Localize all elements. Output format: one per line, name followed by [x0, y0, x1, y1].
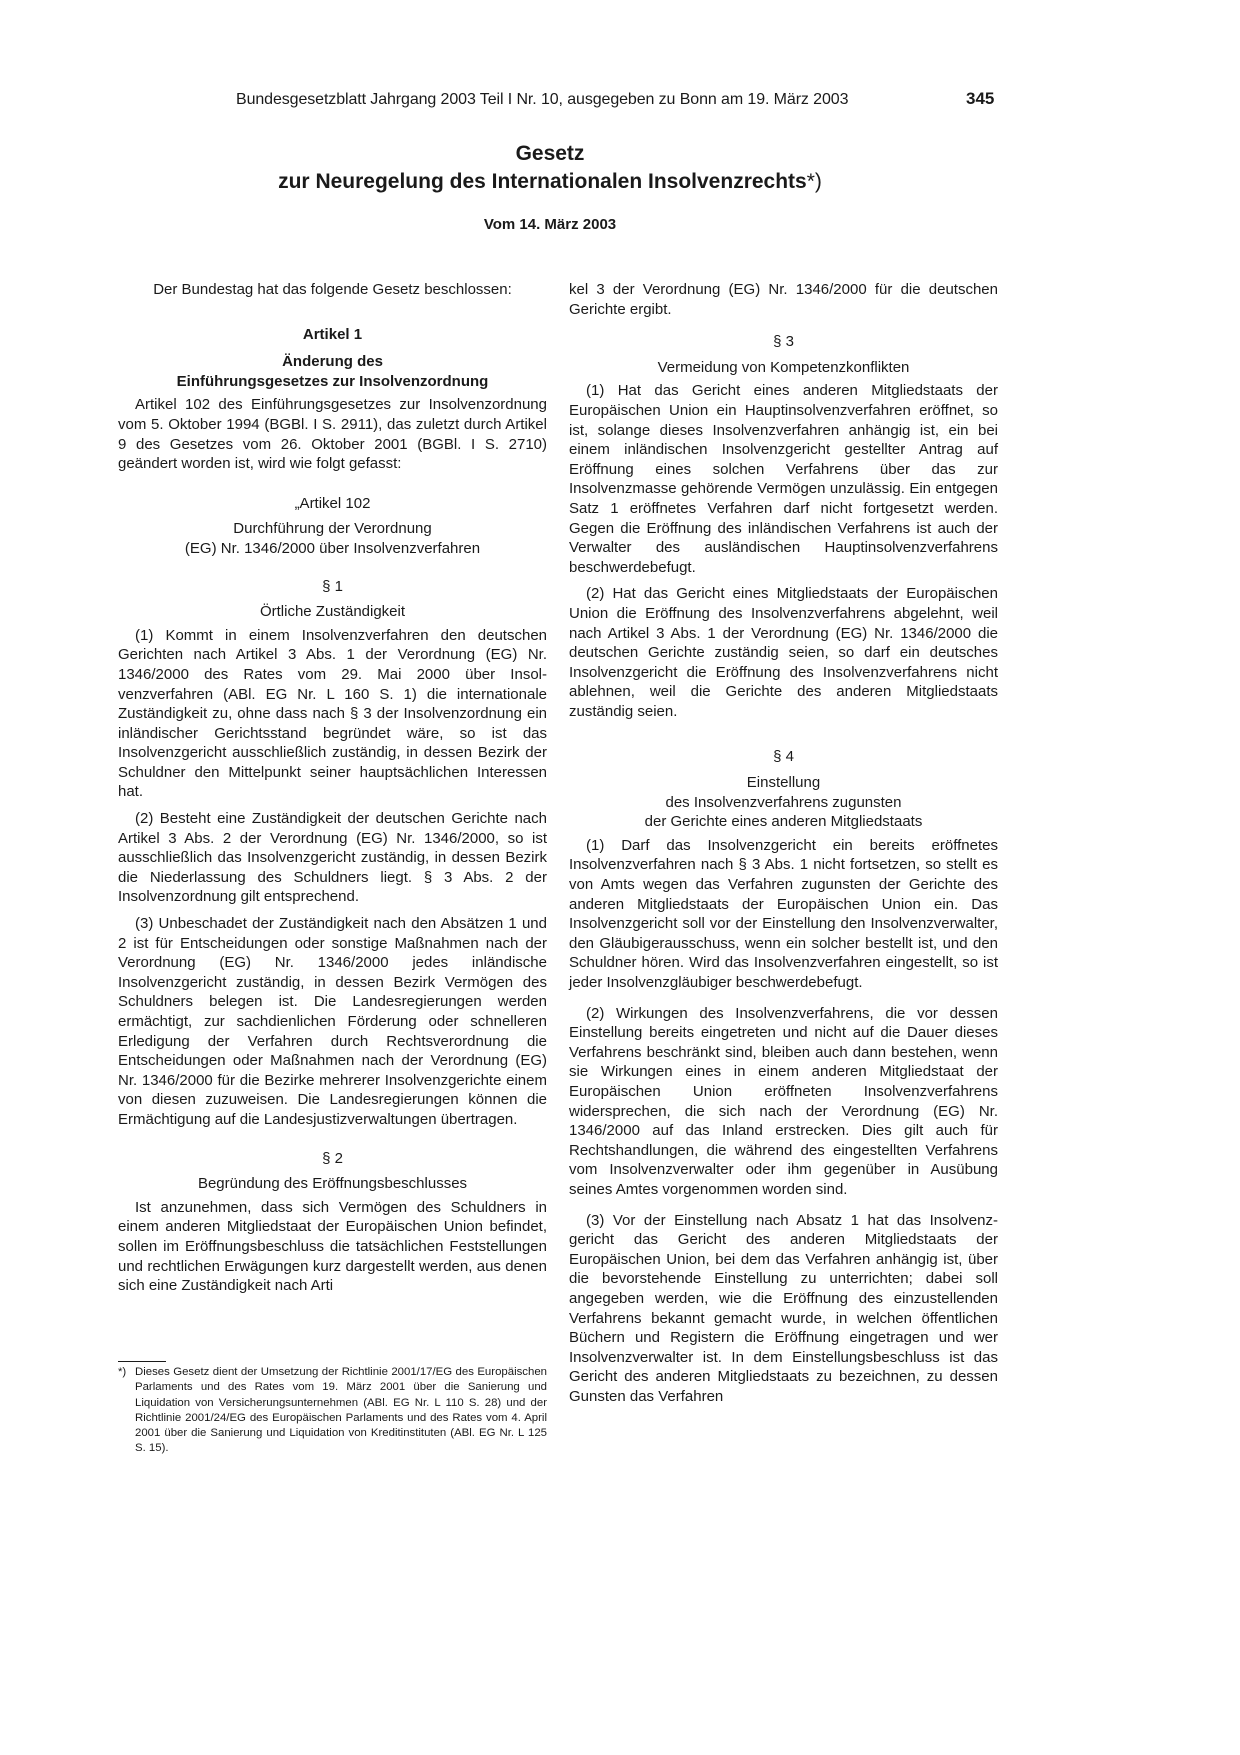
document-title [0, 140, 1100, 196]
section-3-paragraph-1: (1) Hat das Gericht eines anderen Mitgliedstaats der Europäischen Union ein Hauptinsolvenzverfahren eröffnet, so ist, solange dieses Insolvenzverfahren anhängig ist, ein bei einem inländischen Insolvenzgericht gestellter Antrag auf Eröffnung eines solchen Verfahrens über das zur Insolvenzmasse gehörende Vermögen unzulässig. Ein entgegen Satz 1 eröffnetes Verfahren darf nicht fortgesetzt werden. Gegen die Eröffnung des inländischen Verfahrens ist auch der Verwalter des ausländischen Hauptinsolvenzverfahrens beschwerdebefugt. [569, 382, 998, 576]
footnote-divider [118, 1361, 166, 1362]
section-1-heading: § 1 [322, 577, 343, 595]
footnote-text: Dieses Gesetz dient der Umsetzung der Richtlinie 2001/17/EG des Europäischen Parlaments und des Rates vom 19. März 2001 über die Sanierung und Liquidation von Versicherungsunternehmen (ABl. EG Nr. L 110 S. 28) und der Richtlinie 2001/24/EG des Europäischen Parlaments und des Rates vom 4. April 2001 über die Sanierung und Liquidation von Kreditinstituten (ABl. EG Nr. L 125 S. 15). [135, 1366, 547, 1455]
section-2-continuation: kel 3 der Verordnung (EG) Nr. 1346/2000 für die deutschen Gerichte ergibt. [569, 281, 998, 318]
title-line-1: Gesetz [515, 142, 585, 165]
section-4-paragraph-2: (2) Wirkungen des Insolvenzverfahrens, die vor dessen Einstellung bereits eingetreten und nicht auf die Dauer dieses Verfahrens beschränkt sind, bleiben auch dann bestehen, wenn sie Wirkungen eines in einem anderen Mitgliedstaat der Europäischen Union eröffneten Insolvenzverfahrens widersprechen, die sich nach der Verordnung (EG) Nr. 1346/2000 auf das Inland erstrecken. Dies gilt auch für Rechtshandlungen, die während des eingestellten Verfahrens vom Insolvenzverwalter oder ihm gegenüber in Ausübung seines Amtes vorgenommen worden sind. [569, 1004, 998, 1198]
section-3-paragraph-2: (2) Hat das Gericht eines Mitgliedstaats der Europäischen Union die Eröffnung des Insolvenzverfahrens abgelehnt, weil nach Artikel 3 Abs. 1 der Verordnung (EG) Nr. 1346/2000 die deutschen Gerichte zuständig seien, so darf ein deutsches Insolvenzgericht die Eröffnung des Insolvenzverfahrens nicht ablehnen, weil die Gerichte des anderen Mitgliedstaats zuständig seien. [569, 585, 998, 720]
section-4-heading: § 4 [773, 748, 794, 766]
section-3-title: Vermeidung von Kompetenzkonflikten [657, 358, 910, 376]
footnote [118, 1365, 547, 1457]
quoted-title-line-1: Durchführung der Verordnung [233, 520, 432, 538]
section-2-paragraph-1: Ist anzunehmen, dass sich Vermögen des Schuldners in einem anderen Mitgliedstaat der Europäischen Union befindet, sollen im Eröffnungsbeschluss die tatsächlichen Feststellungen und rechtlichen Erwägungen kurz dargestellt werden, aus denen sich eine Zuständigkeit nach Arti [118, 1198, 547, 1295]
quoted-title-line-2: (EG) Nr. 1346/2000 über Insolvenzverfahren [184, 539, 481, 557]
page-number: 345 [966, 89, 995, 108]
article-title-line-2: Einführungsgesetzes zur Insolvenzordnung [176, 372, 489, 390]
title-line-2 [0, 168, 1100, 196]
section-4-paragraph-1: (1) Darf das Insolvenzgericht ein bereits eröffnetes Insolvenzverfahren nach § 3 Abs. 1 nicht fortsetzen, so stellt es von Amts wegen das Verfahren zugunsten der Gerichte des anderen Mitgliedstaats der Europäischen Union ein. Das Insolvenzgericht soll vor der Einstellung den Insolvenzverwalter, den Gläubigerausschuss, wenn ein solcher bestellt ist, und den Schuldner hören. Wird das Insolvenzverfahren eingestellt, so ist jeder Insolvenzgläubiger beschwerdebefugt. [569, 836, 998, 991]
running-head: Bundesgesetzblatt Jahrgang 2003 Teil I Nr. 10, ausgegeben zu Bonn am 19. März 2003 [236, 91, 849, 108]
section-1-paragraph-1: (1) Kommt in einem Insolvenzverfahren den deutschen Gerichten nach Artikel 3 Abs. 1 der Verordnung (EG) Nr. 1346/2000 des Rates vom 29. Mai 2000 über Insolvenzverfahren (ABl. EG Nr. L 160 S. 1) die internationale Zuständigkeit zu, ohne dass nach § 3 der Insolvenzordnung ein inländischer Gerichtsstand begründet wäre, so ist das Insolvenzgericht ausschließlich zuständig, in dessen Bezirk der Schuldner den Mittelpunkt seiner hauptsächlichen Interessen hat. [118, 626, 547, 801]
footnote-marker: *) [118, 1366, 127, 1378]
section-1-paragraph-2: (2) Besteht eine Zuständigkeit der deutschen Gerichte nach Artikel 3 Abs. 2 der Verordnung (EG) Nr. 1346/2000, so ist ausschließlich das Insolvenzgericht zuständig, in dessen Bezirk die Niederlassung des Schuldners liegt. § 3 Abs. 2 der Insolvenzordnung gilt entsprechend. [118, 810, 547, 906]
section-4-title-line-3: der Gerichte eines anderen Mitgliedstaats [644, 813, 923, 831]
left-column [118, 280, 547, 1296]
title-footnote-mark: *) [806, 170, 822, 193]
section-4-title-line-2: des Insolvenzverfahrens zugunsten [665, 793, 902, 811]
article-heading: Artikel 1 [302, 325, 363, 343]
enactment-formula: Der Bundestag hat das folgende Gesetz beschlossen: [153, 281, 512, 298]
article-title-line-1: Änderung des [282, 353, 383, 371]
section-3-heading: § 3 [773, 333, 794, 351]
title-text: zur Neuregelung des Internationalen Insolvenzrechts [278, 170, 807, 193]
quoted-article-heading: „Artikel 102 [294, 494, 371, 512]
section-2-heading: § 2 [322, 1149, 343, 1167]
section-4-title-line-1: Einstellung [746, 774, 821, 792]
article-paragraph: Artikel 102 des Einführungsgesetzes zur Insolvenzordnung vom 5. Oktober 1994 (BGBl. I S. 2911), das zuletzt durch Artikel 9 des Gesetzes vom 26. Oktober 2001 (BGBl. I S. 2710) geändert worden ist, wird wie folgt gefasst: [118, 396, 547, 473]
section-1-paragraph-3: (3) Unbeschadet der Zuständigkeit nach den Absätzen 1 und 2 ist für Entscheidungen oder sonstige Maßnahmen nach der Verordnung (EG) Nr. 1346/2000 jedes inländische Insolvenzgericht zuständig, in dessen Bezirk Vermögen des Schuldners belegen ist. Die Landesregierungen werden ermächtigt, zur sachdienlichen Förderung oder schnelleren Erledigung der Verfahren durch Rechtsverordnung die Entscheidungen oder Maßnahmen nach der Verordnung (EG) Nr. 1346/2000 für die Bezirke mehrerer Insolvenzgerichte einem von diesen zuzuweisen. Die Landesregierungen können die Ermächtigung auf die Landesjustizverwaltungen übertragen. [118, 915, 547, 1128]
section-1-title: Örtliche Zuständigkeit [259, 603, 406, 621]
right-column [569, 280, 998, 1406]
section-2-title: Begründung des Eröffnungsbeschlusses [197, 1175, 468, 1193]
section-4-paragraph-3: (3) Vor der Einstellung nach Absatz 1 hat das Insolvenzgericht das Gericht des anderen Mitgliedstaats der Europäischen Union, bei dem das Verfahren anhängig ist, über die bevorstehende Einstellung zu unterrichten; dabei soll angegeben werden, wie die Eröffnung des einzustellenden Verfahrens bekannt gemacht wurde, in welchen öffentlichen Büchern und Registern die Eröffnung eingetragen und wer Insolvenzverwalter ist. In dem Einstellungsbeschluss ist das Gericht des anderen Mitgliedstaats zu bezeichnen, zu dessen Gunsten das Verfahren [569, 1211, 998, 1405]
document-date: Vom 14. März 2003 [483, 216, 617, 233]
